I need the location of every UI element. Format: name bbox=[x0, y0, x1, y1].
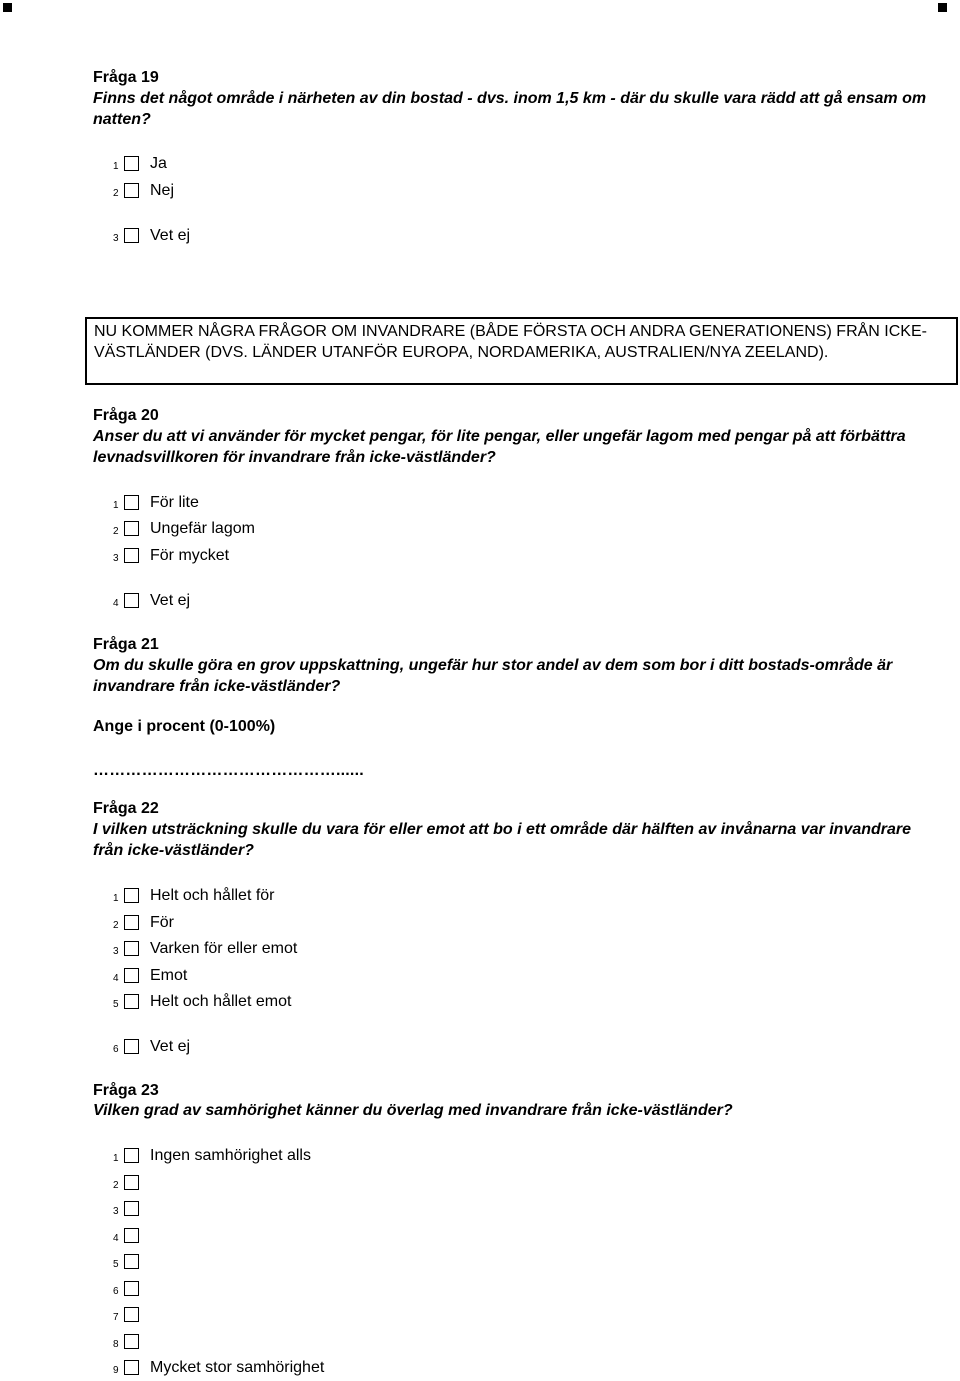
option-number: 3 bbox=[113, 233, 119, 244]
checkbox[interactable] bbox=[124, 548, 139, 563]
q22-option-3[interactable] bbox=[113, 938, 297, 958]
checkbox[interactable] bbox=[124, 994, 139, 1009]
answer-instruction: Ange i procent (0-100%) bbox=[93, 718, 276, 735]
option-number: 1 bbox=[113, 161, 119, 172]
checkbox[interactable] bbox=[124, 156, 139, 171]
question-21-text: Om du skulle göra en grov uppskattning, ungefär hur stor andel av dem som bor i ditt bostads-område är invandrare från icke-västländer? bbox=[93, 657, 893, 695]
checkbox[interactable] bbox=[124, 593, 139, 608]
q23-option-9[interactable] bbox=[113, 1357, 324, 1377]
option-label: För mycket bbox=[150, 547, 230, 564]
q23-option-3[interactable] bbox=[113, 1198, 150, 1218]
question-23-text: Vilken grad av samhörighet känner du överlag med invandrare från icke-västländer? bbox=[93, 1102, 733, 1119]
checkbox[interactable] bbox=[124, 1334, 139, 1349]
checkbox[interactable] bbox=[124, 968, 139, 983]
option-number: 5 bbox=[113, 999, 119, 1010]
question-23-title: Fråga 23 bbox=[93, 1082, 159, 1099]
q23-option-6[interactable] bbox=[113, 1278, 150, 1298]
checkbox[interactable] bbox=[124, 1175, 139, 1190]
q19-option-1[interactable] bbox=[113, 153, 167, 173]
option-number: 1 bbox=[113, 893, 119, 904]
option-number: 3 bbox=[113, 553, 119, 564]
q22-option-2[interactable] bbox=[113, 912, 174, 932]
checkbox[interactable] bbox=[124, 1307, 139, 1322]
q23-option-2[interactable] bbox=[113, 1172, 150, 1192]
checkbox[interactable] bbox=[124, 1148, 139, 1163]
q20-option-1[interactable] bbox=[113, 492, 199, 512]
checkbox[interactable] bbox=[124, 1360, 139, 1375]
option-number: 4 bbox=[113, 598, 119, 609]
checkbox[interactable] bbox=[124, 1254, 139, 1269]
option-number: 2 bbox=[113, 920, 119, 931]
q19-option-3[interactable] bbox=[113, 225, 190, 245]
option-label: Nej bbox=[150, 182, 175, 199]
checkbox[interactable] bbox=[124, 915, 139, 930]
q22-option-1[interactable] bbox=[113, 885, 275, 905]
option-label: Varken för eller emot bbox=[150, 940, 298, 957]
question-20-title: Fråga 20 bbox=[93, 407, 159, 424]
q23-option-8[interactable] bbox=[113, 1331, 150, 1351]
corner-mark-left bbox=[3, 3, 12, 12]
corner-mark-right bbox=[938, 3, 947, 12]
question-22-title: Fråga 22 bbox=[93, 800, 159, 817]
option-label: Ungefär lagom bbox=[150, 520, 255, 537]
option-number: 3 bbox=[113, 946, 119, 957]
option-label: Vet ej bbox=[150, 1038, 191, 1055]
checkbox[interactable] bbox=[124, 941, 139, 956]
option-label: Vet ej bbox=[150, 592, 191, 609]
option-number: 1 bbox=[113, 1153, 119, 1164]
q23-option-1[interactable] bbox=[113, 1145, 311, 1165]
q23-option-5[interactable] bbox=[113, 1251, 150, 1271]
option-label: Mycket stor samhörighet bbox=[150, 1359, 325, 1376]
option-number: 2 bbox=[113, 526, 119, 537]
question-22-text: I vilken utsträckning skulle du vara för eller emot att bo i ett område där hälften av invånarna var invandrare från icke-västländer? bbox=[93, 821, 912, 859]
question-19-title: Fråga 19 bbox=[93, 69, 159, 86]
option-label: Vet ej bbox=[150, 227, 191, 244]
answer-line[interactable]: ………………………………………...... bbox=[93, 762, 364, 779]
option-number: 1 bbox=[113, 500, 119, 511]
option-number: 2 bbox=[113, 1180, 119, 1191]
q23-option-7[interactable] bbox=[113, 1304, 150, 1324]
option-number: 3 bbox=[113, 1206, 119, 1217]
option-label: För bbox=[150, 914, 174, 931]
q20-option-3[interactable] bbox=[113, 545, 229, 565]
option-number: 6 bbox=[113, 1286, 119, 1297]
option-number: 6 bbox=[113, 1044, 119, 1055]
option-number: 2 bbox=[113, 188, 119, 199]
option-label: Ingen samhörighet alls bbox=[150, 1147, 311, 1164]
checkbox[interactable] bbox=[124, 1201, 139, 1216]
q23-option-4[interactable] bbox=[113, 1225, 150, 1245]
option-label: För lite bbox=[150, 494, 199, 511]
q22-option-6[interactable] bbox=[113, 1036, 190, 1056]
q22-option-4[interactable] bbox=[113, 965, 187, 985]
checkbox[interactable] bbox=[124, 495, 139, 510]
section-notice-box: NU KOMMER NÅGRA FRÅGOR OM INVANDRARE (BÅDE FÖRSTA OCH ANDRA GENERATIONENS) FRÅN ICKE-VÄSTLÄNDER (DVS. LÄNDER UTANFÖR EUROPA, NORDAMERIKA, AUSTRALIEN/NYA ZEELAND). bbox=[85, 317, 958, 385]
option-number: 9 bbox=[113, 1365, 119, 1376]
option-number: 4 bbox=[113, 973, 119, 984]
q20-option-4[interactable] bbox=[113, 590, 190, 610]
option-number: 8 bbox=[113, 1339, 119, 1350]
checkbox[interactable] bbox=[124, 1228, 139, 1243]
option-number: 4 bbox=[113, 1233, 119, 1244]
checkbox[interactable] bbox=[124, 228, 139, 243]
checkbox[interactable] bbox=[124, 1039, 139, 1054]
option-number: 7 bbox=[113, 1312, 119, 1323]
option-label: Helt och hållet för bbox=[150, 887, 275, 904]
q19-option-2[interactable] bbox=[113, 180, 174, 200]
question-20-text: Anser du att vi använder för mycket pengar, för lite pengar, eller ungefär lagom med pengar på att förbättra levnadsvillkoren för invandrare från icke-västländer? bbox=[93, 428, 906, 466]
q22-option-5[interactable] bbox=[113, 991, 291, 1011]
checkbox[interactable] bbox=[124, 888, 139, 903]
option-number: 5 bbox=[113, 1259, 119, 1270]
question-21-title: Fråga 21 bbox=[93, 636, 159, 653]
q20-option-2[interactable] bbox=[113, 518, 255, 538]
option-label: Helt och hållet emot bbox=[150, 993, 292, 1010]
option-label: Ja bbox=[150, 155, 167, 172]
checkbox[interactable] bbox=[124, 521, 139, 536]
checkbox[interactable] bbox=[124, 1281, 139, 1296]
option-label: Emot bbox=[150, 967, 188, 984]
question-19-text: Finns det något område i närheten av din bostad - dvs. inom 1,5 km - där du skulle vara rädd att gå ensam om natten? bbox=[93, 90, 927, 128]
checkbox[interactable] bbox=[124, 183, 139, 198]
